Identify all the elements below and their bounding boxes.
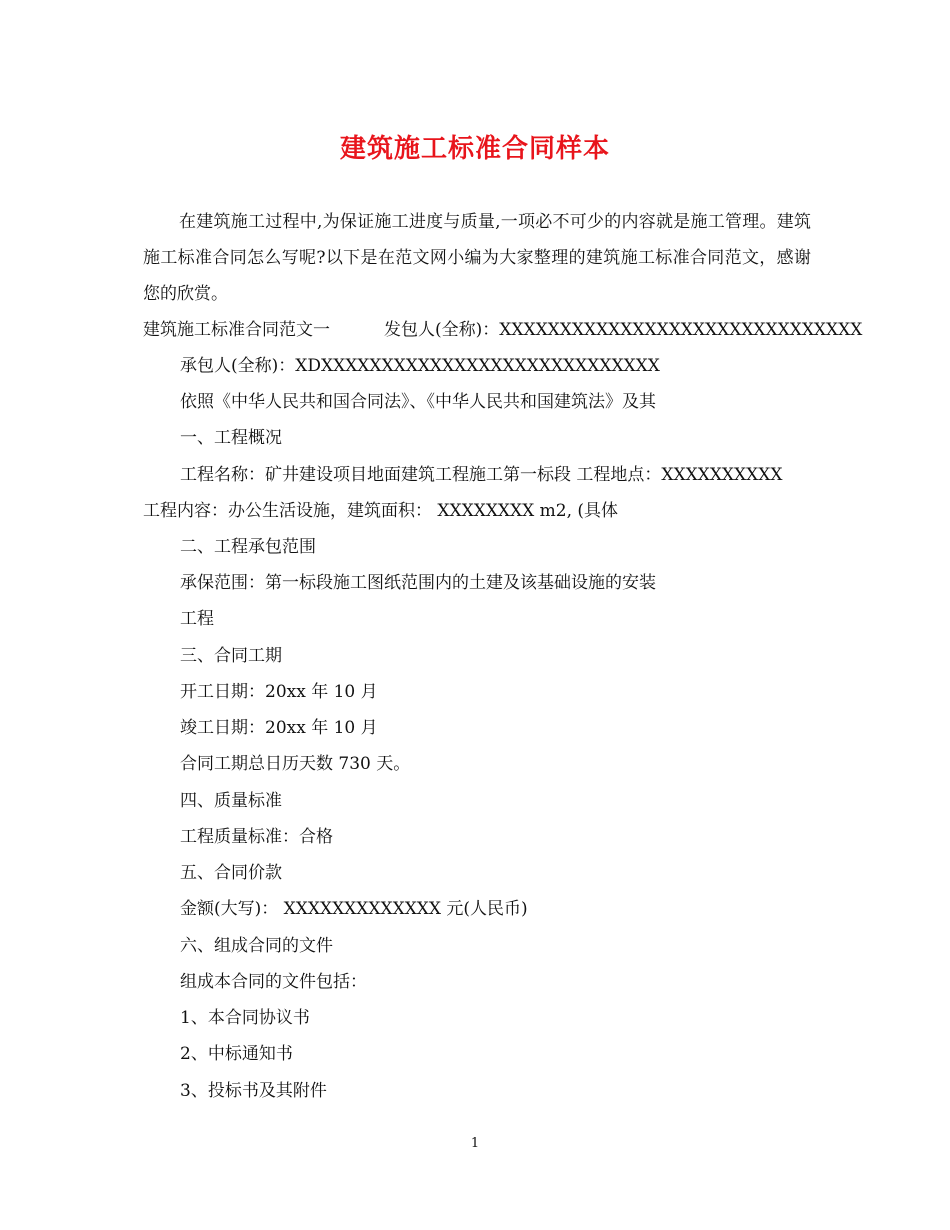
end-date-line: 竣工日期：20xx 年 10 月 [180, 718, 378, 738]
page-number: 1 [470, 1136, 480, 1151]
section-6-heading: 六、组成合同的文件 [180, 936, 333, 956]
intro-paragraph: 在建筑施工过程中,为保证施工进度与质量,一项必不可少的内容就是施工管理。建筑施工标准合同怎么写呢?以下是在范文网小编为大家整理的建筑施工标准合同范文，感谢您的欣赏。 [143, 212, 811, 304]
section-2-heading: 二、工程承包范围 [180, 537, 316, 557]
section-1-heading: 一、工程概况 [180, 428, 282, 448]
scope-line: 承保范围：第一标段施工图纸范围内的土建及该基础设施的安装 [180, 573, 656, 593]
employer-line: 发包人(全称)：XXXXXXXXXXXXXXXXXXXXXXXXXXXXXX [384, 320, 863, 340]
document-title: 建筑施工标准合同样本 [339, 134, 610, 164]
scope-continuation: 工程 [180, 609, 214, 629]
contractor-line: 承包人(全称)：XDXXXXXXXXXXXXXXXXXXXXXXXXXXXX [180, 356, 660, 376]
amount-line: 金额(大写)： XXXXXXXXXXXXX 元(人民币) [180, 899, 528, 919]
basis-line: 依照《中华人民共和国合同法》、《中华人民共和国建筑法》及其 [180, 392, 656, 412]
doc-item-3: 3、投标书及其附件 [180, 1081, 327, 1101]
project-name-line: 工程名称：矿井建设项目地面建筑工程施工第一标段 工程地点：XXXXXXXXXX [180, 465, 783, 485]
doc-item-1: 1、本合同协议书 [180, 1008, 310, 1028]
section-3-heading: 三、合同工期 [180, 646, 282, 666]
quality-line: 工程质量标准：合格 [180, 827, 333, 847]
sample-line [143, 318, 862, 342]
docs-intro-line: 组成本合同的文件包括： [180, 972, 367, 992]
start-date-line: 开工日期：20xx 年 10 月 [180, 682, 378, 702]
section-4-heading: 四、质量标准 [180, 791, 282, 811]
project-content-line: 工程内容：办公生活设施，建筑面积： XXXXXXXX m2, (具体 [143, 501, 619, 521]
section-5-heading: 五、合同价款 [180, 863, 282, 883]
sample-heading: 建筑施工标准合同范文一 [143, 320, 330, 340]
total-days-line: 合同工期总日历天数 730 天。 [180, 754, 411, 774]
doc-item-2: 2、中标通知书 [180, 1044, 293, 1064]
